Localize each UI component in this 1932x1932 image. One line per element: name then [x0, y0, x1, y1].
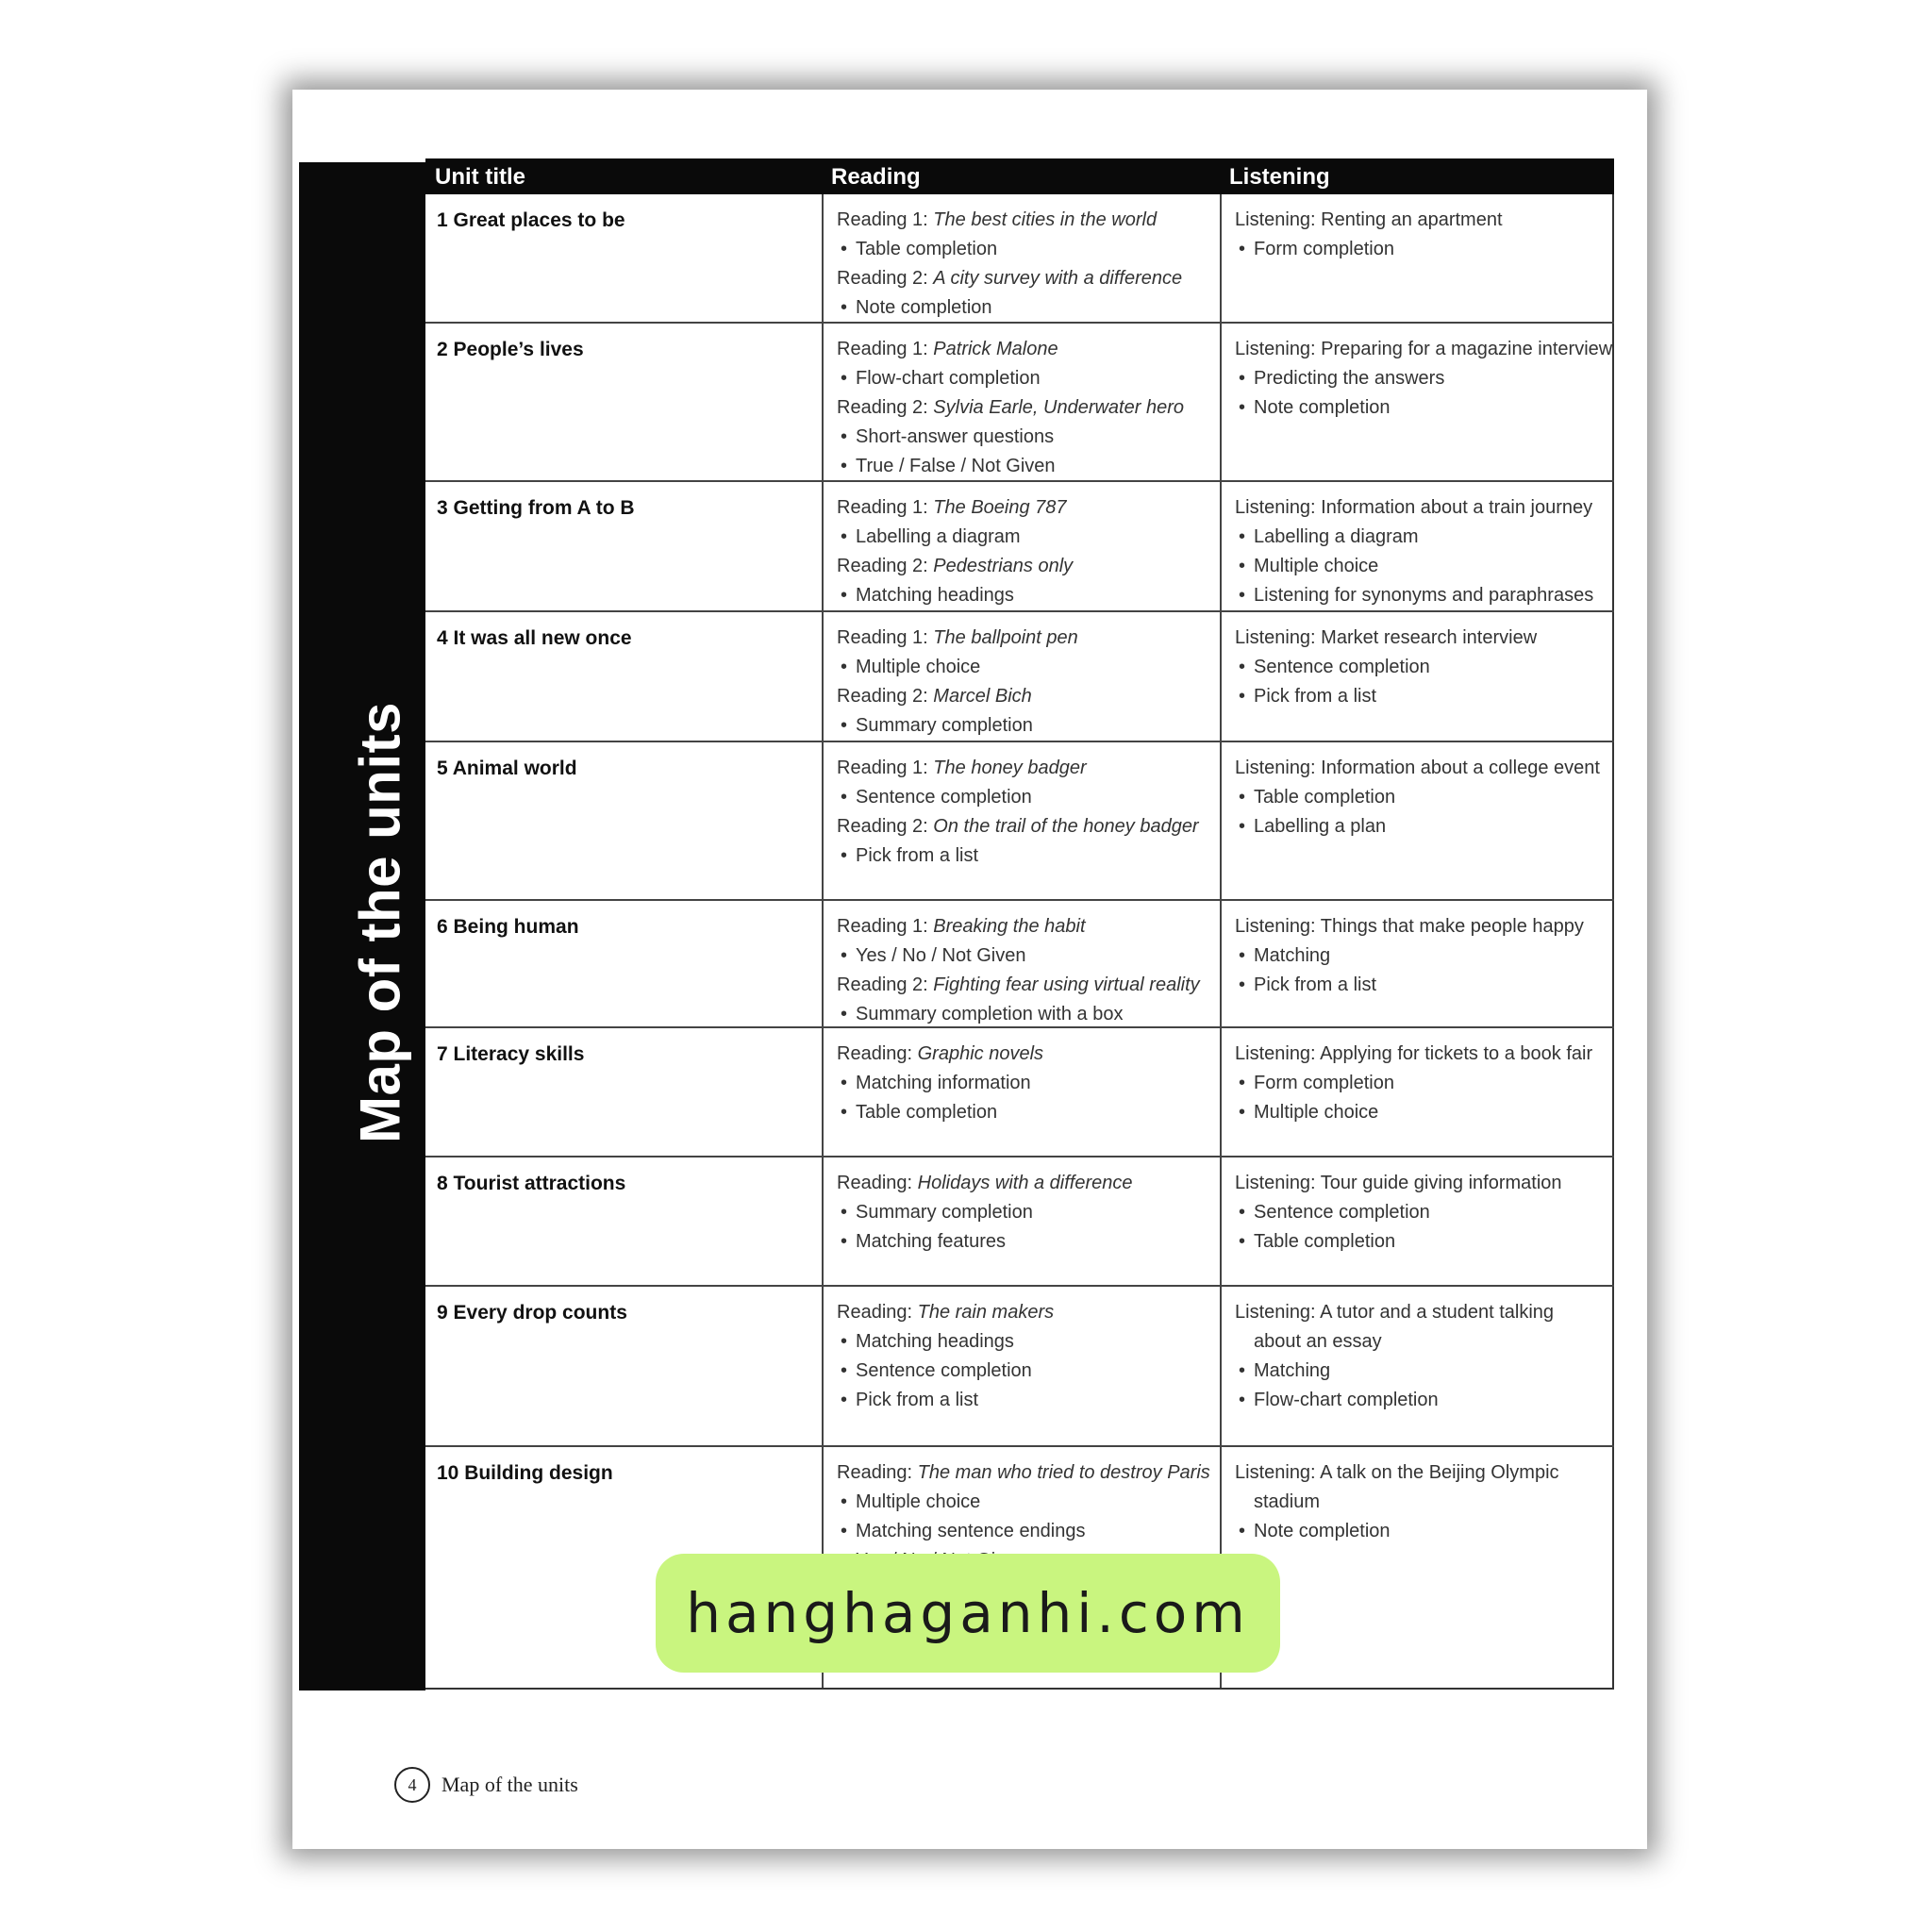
reading-cell	[822, 1287, 1220, 1447]
listening-cell	[1220, 742, 1614, 901]
bullet-item: • Labelling a diagram	[1235, 523, 1601, 552]
entry-line	[837, 754, 1207, 783]
bullet-item: • Flow-chart completion	[1235, 1386, 1601, 1415]
bullet-item: • Yes / No / Not Given	[837, 941, 1207, 971]
entry-label: Reading 2:	[837, 268, 934, 289]
bullet-item: • Sentence completion	[837, 1357, 1207, 1386]
bullet-item: • Note completion	[837, 293, 1207, 323]
entry-label: Reading:	[837, 1173, 918, 1193]
entry-line	[837, 682, 1207, 711]
bullet-item: • Predicting the answers	[1235, 364, 1601, 393]
reading-cell	[822, 1028, 1220, 1158]
listening-cell	[1220, 482, 1614, 612]
bullet-item: • True / False / Not Given	[837, 452, 1207, 481]
bullet-item: • Sentence completion	[1235, 653, 1601, 682]
unit-title-cell	[425, 1287, 822, 1447]
entry-line	[1235, 912, 1601, 941]
entry-title: Graphic novels	[917, 1043, 1044, 1064]
bullet-item: • Multiple choice	[837, 1488, 1207, 1517]
bullet-item: • Note completion	[1235, 1517, 1601, 1546]
bullet-item: • Sentence completion	[1235, 1198, 1601, 1227]
entry-continuation: stadium	[1254, 1491, 1321, 1512]
bullet-item: • Form completion	[1235, 235, 1601, 264]
entry-label: Reading:	[837, 1462, 918, 1483]
bullet-item: • Form completion	[1235, 1069, 1601, 1098]
bullet-item: • Matching	[1235, 941, 1601, 971]
entry-label: Reading 1:	[837, 209, 934, 230]
entry-title: Pedestrians only	[933, 556, 1074, 576]
bullet-item: • Matching features	[837, 1227, 1207, 1257]
side-title: Map of the units	[348, 702, 412, 1143]
entry-line	[837, 264, 1207, 293]
entry-label: Listening: Applying for tickets to a book fair	[1235, 1043, 1593, 1064]
entry-line	[1235, 1298, 1601, 1327]
entry-line	[837, 393, 1207, 423]
entry-line	[837, 1169, 1207, 1198]
entry-line	[837, 335, 1207, 364]
bullet-item: • Summary completion	[837, 1198, 1207, 1227]
reading-cell	[822, 194, 1220, 324]
bullet-item: • Pick from a list	[1235, 682, 1601, 711]
entry-line	[837, 552, 1207, 581]
entry-title: The rain makers	[917, 1302, 1055, 1323]
entry-line	[837, 206, 1207, 235]
bullet-item: • Pick from a list	[837, 841, 1207, 871]
entry-title: The ballpoint pen	[933, 627, 1078, 648]
unit-title: 6 Being human	[437, 916, 579, 938]
bullet-item: • Pick from a list	[837, 1386, 1207, 1415]
entry-line	[837, 624, 1207, 653]
listening-cell	[1220, 612, 1614, 742]
entry-label: Reading 2:	[837, 397, 934, 418]
reading-cell	[822, 612, 1220, 742]
bullet-item: • Flow-chart completion	[837, 364, 1207, 393]
bullet-item: • Matching	[1235, 1357, 1601, 1386]
entry-line	[1235, 624, 1601, 653]
listening-cell	[1220, 1287, 1614, 1447]
listening-cell	[1220, 194, 1614, 324]
header-unit-title: Unit title	[425, 158, 822, 194]
entry-label: Listening: A talk on the Beijing Olympic	[1235, 1462, 1559, 1483]
entry-label: Listening: Tour guide giving information	[1235, 1173, 1562, 1193]
unit-title: 3 Getting from A to B	[437, 497, 635, 519]
entry-label: Listening: Information about a college event	[1235, 758, 1600, 778]
entry-line	[837, 1040, 1207, 1069]
entry-label: Listening: Market research interview	[1235, 627, 1538, 648]
reading-cell	[822, 742, 1220, 901]
footer-text: Map of the units	[441, 1773, 578, 1796]
entry-title: Sylvia Earle, Underwater hero	[933, 397, 1184, 418]
entry-line	[1235, 1040, 1601, 1069]
entry-title: Marcel Bich	[933, 686, 1032, 707]
unit-title: 10 Building design	[437, 1462, 613, 1484]
unit-title: 8 Tourist attractions	[437, 1173, 626, 1194]
entry-label: Reading 1:	[837, 627, 934, 648]
entry-label: Listening: Information about a train journey	[1235, 497, 1593, 518]
bullet-item: • Pick from a list	[1235, 971, 1601, 1000]
bullet-item: • Matching headings	[837, 1327, 1207, 1357]
entry-continuation: about an essay	[1254, 1331, 1382, 1352]
bullet-item: • Labelling a plan	[1235, 812, 1601, 841]
entry-label: Reading 2:	[837, 556, 934, 576]
reading-cell	[822, 324, 1220, 482]
unit-title: 9 Every drop counts	[437, 1302, 627, 1324]
entry-label: Reading 1:	[837, 916, 934, 937]
entry-label: Reading 1:	[837, 758, 934, 778]
unit-title: 5 Animal world	[437, 758, 577, 779]
page-footer	[394, 1767, 578, 1803]
header-reading: Reading	[822, 158, 1220, 194]
entry-title: Breaking the habit	[933, 916, 1086, 937]
entry-title: The Boeing 787	[933, 497, 1067, 518]
unit-title-cell	[425, 482, 822, 612]
entry-label: Listening: Renting an apartment	[1235, 209, 1503, 230]
entry-title: On the trail of the honey badger	[933, 816, 1199, 837]
unit-title-cell	[425, 1158, 822, 1287]
entry-line	[837, 971, 1207, 1000]
entry-line	[837, 812, 1207, 841]
bullet-item: • Short-answer questions	[837, 423, 1207, 452]
bullet-item: • Multiple choice	[837, 653, 1207, 682]
unit-title: 1 Great places to be	[437, 209, 625, 231]
entry-label: Reading 2:	[837, 686, 934, 707]
entry-label: Reading 2:	[837, 816, 934, 837]
entry-line	[1235, 1458, 1601, 1488]
reading-cell	[822, 1158, 1220, 1287]
listening-cell	[1220, 324, 1614, 482]
unit-title-cell	[425, 612, 822, 742]
entry-line	[1235, 206, 1601, 235]
bullet-item: • Matching headings	[837, 581, 1207, 610]
entry-title: Holidays with a difference	[917, 1173, 1133, 1193]
listening-cell	[1220, 901, 1614, 1028]
entry-title: The best cities in the world	[933, 209, 1158, 230]
entry-label: Listening: Things that make people happy	[1235, 916, 1584, 937]
entry-title: Patrick Malone	[933, 339, 1058, 359]
entry-title: The honey badger	[933, 758, 1087, 778]
bullet-item: • Table completion	[1235, 1227, 1601, 1257]
bullet-item: • Labelling a diagram	[837, 523, 1207, 552]
unit-title-cell	[425, 194, 822, 324]
bullet-item: • Multiple choice	[1235, 1098, 1601, 1127]
entry-label: Reading 1:	[837, 497, 934, 518]
reading-cell	[822, 901, 1220, 1028]
units-table	[425, 158, 1614, 1690]
entry-label: Reading:	[837, 1302, 918, 1323]
entry-title: Fighting fear using virtual reality	[933, 974, 1200, 995]
unit-title-cell	[425, 901, 822, 1028]
header-listening: Listening	[1220, 158, 1614, 194]
bullet-item: • Matching sentence endings	[837, 1517, 1207, 1546]
bullet-item: • Sentence completion	[837, 783, 1207, 812]
bullet-item: • Table completion	[837, 235, 1207, 264]
unit-title-cell	[425, 1028, 822, 1158]
listening-cell	[1220, 1028, 1614, 1158]
unit-title: 2 People’s lives	[437, 339, 584, 360]
entry-label: Listening: Preparing for a magazine interview	[1235, 339, 1613, 359]
listening-cell	[1220, 1158, 1614, 1287]
entry-title: A city survey with a difference	[933, 268, 1183, 289]
entry-label: Listening: A tutor and a student talking	[1235, 1302, 1555, 1323]
bullet-item: • Table completion	[1235, 783, 1601, 812]
entry-line	[837, 1298, 1207, 1327]
entry-line	[837, 1458, 1210, 1488]
entry-line	[1235, 335, 1613, 364]
unit-title-cell	[425, 742, 822, 901]
unit-title-cell	[425, 324, 822, 482]
bullet-item: • Summary completion	[837, 711, 1207, 741]
entry-label: Reading 2:	[837, 974, 934, 995]
unit-title: 4 It was all new once	[437, 627, 632, 649]
entry-line	[1235, 493, 1601, 523]
bullet-item: • Multiple choice	[1235, 552, 1601, 581]
bullet-item: • Listening for synonyms and paraphrases	[1235, 581, 1601, 610]
entry-label: Reading:	[837, 1043, 918, 1064]
bullet-item: • Matching information	[837, 1069, 1207, 1098]
entry-line	[1235, 1169, 1601, 1198]
page-number: 4	[394, 1767, 430, 1803]
bullet-item: • Summary completion with a box	[837, 1000, 1207, 1029]
bullet-item: • Note completion	[1235, 393, 1601, 423]
entry-title: The man who tried to destroy Paris	[917, 1462, 1210, 1483]
entry-line	[837, 493, 1207, 523]
reading-cell	[822, 482, 1220, 612]
unit-title: 7 Literacy skills	[437, 1043, 585, 1065]
entry-line	[837, 912, 1207, 941]
entry-label: Reading 1:	[837, 339, 934, 359]
entry-line	[1235, 754, 1601, 783]
bullet-item: • Table completion	[837, 1098, 1207, 1127]
watermark-banner: hanghaganhi.com	[656, 1554, 1280, 1673]
